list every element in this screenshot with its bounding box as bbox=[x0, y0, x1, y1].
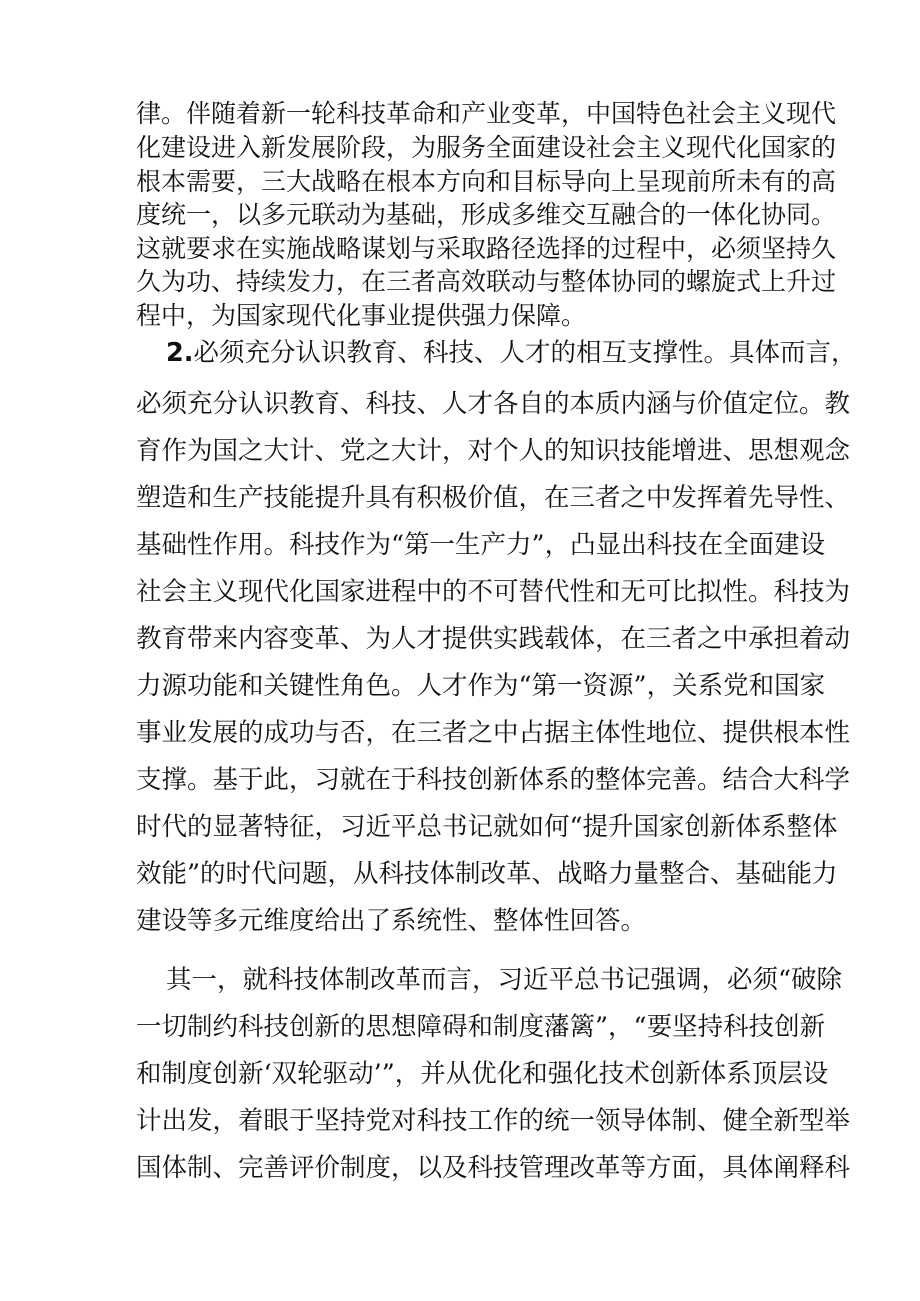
text-line: 事业发展的成功与否，在三者之中占据主体性地位、提供根本性 bbox=[136, 718, 851, 748]
text-line: 度统一，以多元联动为基础，形成多维交互融合的一体化协同。 bbox=[136, 200, 837, 229]
text-line: 和制度创新‘双轮驱动’”，并从优化和强化技术创新体系顶层设 bbox=[136, 1059, 829, 1089]
text-line: 教育带来内容变革、为人才提供实践载体，在三者之中承担着动 bbox=[136, 624, 851, 654]
text-line: 这就要求在实施战略谋划与采取路径选择的过程中，必须坚持久 bbox=[136, 234, 837, 263]
text-line: 必须充分认识教育、科技、人才的相互支撑性。具体而言， bbox=[193, 338, 857, 368]
text-line: 基础性作用。科技作为“第一生产力”，凸显出科技在全面建设 bbox=[136, 530, 826, 560]
text-line: 计出发，着眼于坚持党对科技工作的统一领导体制、健全新型举 bbox=[136, 1106, 851, 1136]
text-line: 建设等多元维度给出了系统性、整体性回答。 bbox=[136, 906, 647, 936]
text-line: 久为功、持续发力，在三者高效联动与整体协同的螺旋式上升过 bbox=[136, 267, 837, 296]
text-line: 力源功能和关键性角色。人才作为“第一资源”，关系党和国家 bbox=[136, 671, 826, 701]
paragraph-2-first-line bbox=[166, 333, 857, 373]
text-line: 程中，为国家现代化事业提供强力保障。 bbox=[136, 301, 587, 330]
text-line: 育作为国之大计、党之大计，对个人的知识技能增进、思想观念 bbox=[136, 436, 851, 466]
text-line: 其一，就科技体制改革而言，习近平总书记强调，必须“破除 bbox=[166, 965, 843, 995]
text-line: 支撑。基于此，习就在于科技创新体系的整体完善。结合大科学 bbox=[136, 765, 851, 795]
text-line: 必须充分认识教育、科技、人才各自的本质内涵与价值定位。教 bbox=[136, 389, 851, 419]
text-line: 律。伴随着新一轮科技革命和产业变革，中国特色社会主义现代 bbox=[136, 99, 837, 128]
text-line: 国体制、完善评价制度，以及科技管理改革等方面，具体阐释科 bbox=[136, 1153, 851, 1183]
text-line: 一切制约科技创新的思想障碍和制度藩篱”，“要坚持科技创新 bbox=[136, 1012, 826, 1042]
text-line: 社会主义现代化国家进程中的不可替代性和无可比拟性。科技为 bbox=[136, 577, 851, 607]
text-line: 塑造和生产技能提升具有积极价值，在三者之中发挥着先导性、 bbox=[136, 483, 851, 513]
text-line: 时代的显著特征，习近平总书记就如何“提升国家创新体系整体 bbox=[136, 812, 838, 842]
text-line: 效能”的时代问题，从科技体制改革、战略力量整合、基础能力 bbox=[136, 859, 838, 889]
text-line: 根本需要，三大战略在根本方向和目标导向上呈现前所未有的高 bbox=[136, 167, 837, 196]
section-number: 2. bbox=[166, 338, 194, 368]
text-line: 化建设进入新发展阶段，为服务全面建设社会主义现代化国家的 bbox=[136, 133, 837, 162]
